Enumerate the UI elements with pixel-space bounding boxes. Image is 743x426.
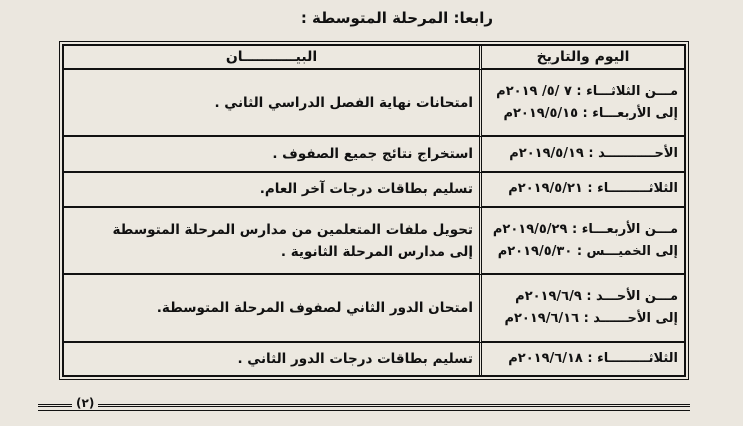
date-cell — [479, 70, 684, 137]
description-cell — [64, 173, 479, 208]
date-line: الثلاثـــــــــاء : ٢٠١٩/٥/٢١م — [508, 181, 678, 197]
description-line: استخراج نتائج جميع الصفوف . — [272, 146, 473, 163]
description-cell — [64, 137, 479, 172]
table-row — [64, 70, 684, 137]
description-cell — [64, 208, 479, 275]
table-row — [64, 343, 684, 375]
footer-divider-thin — [38, 410, 690, 411]
footer-divider — [38, 404, 690, 407]
description-line: تحويل ملفات المتعلمين من مدارس المرحلة المتوسطة — [112, 221, 473, 238]
date-cell — [479, 208, 684, 275]
header-date: اليوم والتاريخ — [479, 46, 684, 70]
description-cell — [64, 343, 479, 375]
description-line: امتحانات نهاية الفصل الدراسي الثاني . — [214, 94, 473, 111]
date-line: الأحـــــــــــد : ٢٠١٩/٥/١٩م — [509, 146, 678, 162]
schedule-table — [62, 44, 686, 377]
description-cell — [64, 275, 479, 342]
date-line: إلى الأربعـــاء : ٢٠١٩/٥/١٥م — [503, 105, 678, 121]
table-row — [64, 208, 684, 275]
table-body — [64, 70, 684, 375]
table-row — [64, 173, 684, 208]
description-cell — [64, 70, 479, 137]
date-line: مـــن الأربعـــاء : ٢٠١٩/٥/٢٩م — [492, 221, 678, 237]
date-line: إلى الأحــــــد : ٢٠١٩/٦/١٦م — [504, 310, 678, 326]
date-cell — [479, 137, 684, 172]
date-cell — [479, 275, 684, 342]
description-line: تسليم بطاقات درجات آخر العام. — [259, 181, 473, 198]
description-line: امتحان الدور الثاني لصفوف المرحلة المتوسطة. — [156, 299, 473, 316]
page-number: (٢) — [72, 396, 98, 410]
table-row — [64, 137, 684, 172]
date-line: إلى الخميـــس : ٢٠١٩/٥/٣٠م — [497, 243, 678, 259]
header-description: البيـــــــــــان — [64, 46, 479, 70]
description-line: إلى مدارس المرحلة الثانوية . — [280, 243, 473, 260]
date-line: مـــن الأحـــد : ٢٠١٩/٦/٩م — [515, 288, 678, 304]
date-line: مـــن الثلاثـــاء : ٧ /٥/ ٢٠١٩م — [496, 83, 678, 99]
date-cell — [479, 343, 684, 375]
date-line: الثلاثـــــــــاء : ٢٠١٩/٦/١٨م — [508, 350, 678, 366]
table-row — [64, 275, 684, 342]
description-line: تسليم بطاقات درجات الدور الثاني . — [237, 350, 473, 367]
table-header-row — [64, 46, 684, 70]
date-cell — [479, 173, 684, 208]
section-heading: رابعا: المرحلة المتوسطة : — [300, 9, 493, 27]
